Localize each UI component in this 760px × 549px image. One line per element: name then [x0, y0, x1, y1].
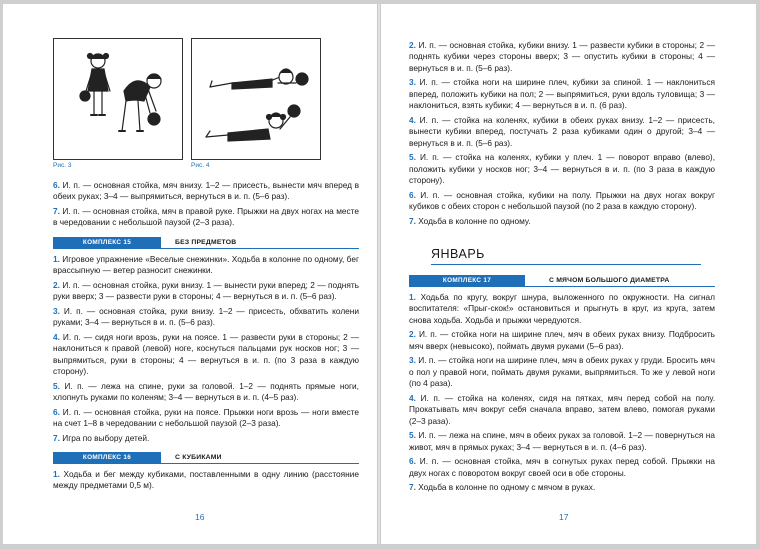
- complex-16-title: С КУБИКАМИ: [175, 454, 222, 462]
- list-item: 3. И. п. — стойка ноги на ширине плеч, кубики за спиной. 1 — наклониться вперед, положить кубики на пол; 2 — выпрямиться, руки вдоль туловища; 3 — наклониться, взять кубики; 4 — вернуться в и. п. (6 раз).: [409, 77, 715, 111]
- list-item: 5. И. п. — стойка на коленях, кубики у плеч. 1 — поворот вправо (влево), положить кубики у носков ног; 3–4 — вернуться в и. п. (по 3 раза в каждую сторону).: [409, 152, 716, 186]
- left-column: [53, 180, 359, 495]
- list-item: 5. И. п. — лежа на спине, мяч в обеих руках за головой. 1–2 — повернуться на живот, мяч в прямых руках; 3–4 — вернуться в и. п. (4–6 раз).: [409, 430, 715, 452]
- month-title: ЯНВАРЬ: [431, 247, 485, 262]
- figure-3: [53, 38, 183, 160]
- left-page: [3, 4, 377, 544]
- month-heading: [431, 247, 701, 265]
- list-item: 1. Ходьба и бег между кубиками, поставленными в одну линию (расстояние между предметами 0,5 м).: [53, 469, 359, 491]
- list-item: 4. И. п. — стойка на коленях, сидя на пятках, мяч перед собой на полу. Прокатывать мяч вокруг себя сначала вправо, затем влево, помогая руками (2–3 раза).: [409, 392, 715, 426]
- list-item: 2. И. п. — стойка ноги на ширине плеч, мяч в обеих руках внизу. Подбросить мяч вверх (невысоко), поймать двумя руками (5–6 раз).: [409, 329, 715, 351]
- figure-4-caption: Рис. 4: [191, 162, 210, 169]
- page-number: 17: [559, 512, 569, 522]
- right-page: [381, 4, 756, 544]
- list-item: 7. Игра по выбору детей.: [53, 432, 150, 443]
- complex-17-tag: КОМПЛЕКС 17: [409, 275, 525, 286]
- list-item: 7. Ходьба в колонне по одному.: [409, 215, 531, 226]
- list-item: 1. Ходьба по кругу, вокруг шнура, выложенного по окружности. На сигнал воспитателя: «Прыг-скок!» остановиться и прыгнуть в круг, из круга, затем снова ходьба. Ходьба и прыжки чередуются.: [409, 292, 715, 325]
- complex-16-header: [53, 452, 359, 464]
- list-item: 6. И. п. — основная стойка, мяч внизу. 1–2 — присесть, вынести мяч вперед в обеих руках; 3–4 — выпрямиться, вернуться в и. п. (5–6 раз).: [53, 180, 359, 202]
- list-item: 5. И. п. — лежа на спине, руки за головой. 1–2 — поднять прямые ноги, хлопнуть руками по коленям; 3–4 — вернуться в и. п. (4–5 раз).: [53, 380, 359, 403]
- page-number: 16: [195, 512, 205, 522]
- list-item: 4. И. п. — стойка на коленях, кубики в обеих руках внизу. 1–2 — присесть, вынести кубики вперед, постучать 2 раза кубиками один о другой; 3–4 — вернуться в и. п. (5–6 раз).: [409, 114, 715, 148]
- list-item: 6. И. п. — основная стойка, кубики на полу. Прыжки на двух ногах вокруг кубиков с обеих сторон с небольшой паузой (по 2 раза в каждую сторону).: [409, 189, 715, 212]
- list-item: 6. И. п. — основная стойка, мяч в согнутых руках перед собой. Прыжки на двух ногах с поворотом вокруг своей оси в обе стороны.: [409, 456, 715, 478]
- children-with-ball-illustration: [54, 39, 182, 159]
- list-item: 7. И. п. — основная стойка, мяч в правой руке. Прыжки на двух ногах на месте в чередовании с небольшой паузой (2–3 раза).: [53, 206, 359, 228]
- list-item: 3. И. п. — основная стойка, руки внизу. 1–2 — присесть, обхватить колени руками; 3–4 — вернуться в и. п. (5–6 раз).: [53, 305, 359, 328]
- right-column: [409, 40, 715, 497]
- figure-3-caption: Рис. 3: [53, 162, 72, 169]
- complex-15-tag: КОМПЛЕКС 15: [53, 237, 161, 248]
- complex-17-title: С МЯЧОМ БОЛЬШОГО ДИАМЕТРА: [549, 277, 670, 285]
- complex-17-header: [409, 275, 715, 287]
- list-item: 6. И. п. — основная стойка, руки на поясе. Прыжки ноги врозь — ноги вместе на счет 1–8 в чередовании с небольшой паузой (2–3 раза).: [53, 406, 359, 429]
- list-item: 7. Ходьба в колонне по одному с мячом в руках.: [409, 482, 596, 493]
- list-item: 4. И. п. — сидя ноги врозь, руки на поясе. 1 — развести руки в стороны; 2 — наклониться к правой (левой) ноге, коснуться пальцами рук носков ног; 3 — выпрямиться, руки в стороны; 4 — вернуться в и. п. (по 3 раза в каждую сторону).: [53, 331, 359, 377]
- complex-15-title: БЕЗ ПРЕДМЕТОВ: [175, 238, 237, 246]
- list-item: 3. И. п. — стойка ноги на ширине плеч, мяч в обеих руках у груди. Бросить мяч о пол у правой ноги, поймать двумя руками, выпрямиться. То же у левой ноги (по 4 раза).: [409, 355, 715, 389]
- complex-16-tag: КОМПЛЕКС 16: [53, 452, 161, 463]
- list-item: 1. Игровое упражнение «Веселые снежинки». Ходьба в колонне по одному, бег врассыпную — ветер разносит снежинки.: [53, 253, 359, 276]
- complex-15-header: [53, 237, 359, 249]
- child-lying-with-ball-illustration: [192, 39, 320, 159]
- figure-4: [191, 38, 321, 160]
- list-item: 2. И. п. — основная стойка, кубики внизу. 1 — развести кубики в стороны; 2 — поднять кубики через стороны вверх; 3 — опустить кубики в стороны; 4 — вернуться в и. п. (5–6 раз).: [409, 40, 715, 73]
- list-item: 2. И. п. — основная стойка, руки внизу. 1 — вынести руки вперед; 2 — поднять руки вверх; 3 — развести руки в стороны; 4 — вернуться в и. п. (5–6 раз).: [53, 279, 360, 302]
